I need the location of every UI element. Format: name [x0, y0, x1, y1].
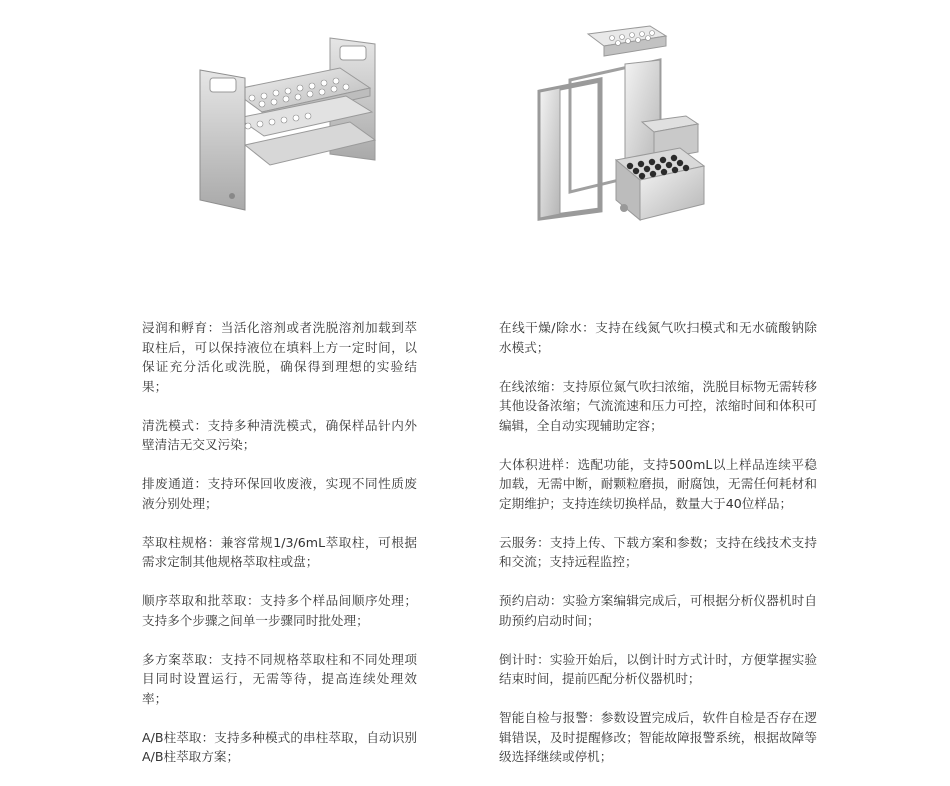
frame-heating-block-image	[530, 20, 710, 225]
feature-item: 排废通道：支持环保回收废液，实现不同性质废液分别处理；	[142, 476, 417, 511]
feature-list-right	[499, 318, 817, 786]
feature-item: 顺序萃取和批萃取：支持多个样品间顺序处理；支持多个步骤之间单一步骤同时批处理；	[142, 593, 417, 628]
feature-item: 预约启动：实验方案编辑完成后，可根据分析仪器机时自助预约启动时间；	[499, 593, 817, 628]
sample-rack-image	[190, 30, 390, 220]
feature-item: 在线干燥/除水：支持在线氮气吹扫模式和无水硫酸钠除水模式；	[499, 320, 817, 355]
feature-list-left	[142, 318, 417, 786]
feature-item: 浸润和孵育：当活化溶剂或者洗脱溶剂加载到萃取柱后，可以保持液位在填料上方一定时间，以保证充分活化或洗脱，确保得到理想的实验结果；	[142, 320, 417, 394]
feature-item: 多方案萃取：支持不同规格萃取柱和不同处理项目同时设置运行，无需等待，提高连续处理效率；	[142, 651, 417, 706]
product-images	[0, 0, 950, 300]
feature-item: A/B柱萃取：支持多种模式的串柱萃取，自动识别A/B柱萃取方案；	[142, 729, 417, 764]
feature-item: 倒计时：实验开始后，以倒计时方式计时，方便掌握实验结束时间，提前匹配分析仪器机时；	[499, 651, 817, 686]
feature-item: 智能自检与报警：参数设置完成后，软件自检是否存在逻辑错误，及时提醒修改；智能故障报警系统，根据故障等级选择继续或停机；	[499, 710, 817, 764]
feature-item: 清洗模式：支持多种清洗模式，确保样品针内外壁清洁无交叉污染；	[142, 417, 417, 452]
feature-item: 大体积进样：选配功能，支持500mL以上样品连续平稳加载，无需中断，耐颗粒磨损，耐腐蚀，无需任何耗材和定期维护；支持连续切换样品，数量大于40位样品；	[499, 456, 817, 511]
feature-item: 萃取柱规格：兼容常规1/3/6mL萃取柱，可根据需求定制其他规格萃取柱或盘；	[142, 534, 417, 569]
feature-item: 在线浓缩：支持原位氮气吹扫浓缩，洗脱目标物无需转移其他设备浓缩；气流流速和压力可控，浓缩时间和体积可编辑，全自动实现辅助定容；	[499, 378, 817, 433]
feature-item: 云服务：支持上传、下载方案和参数；支持在线技术支持和交流；支持远程监控；	[499, 534, 817, 569]
